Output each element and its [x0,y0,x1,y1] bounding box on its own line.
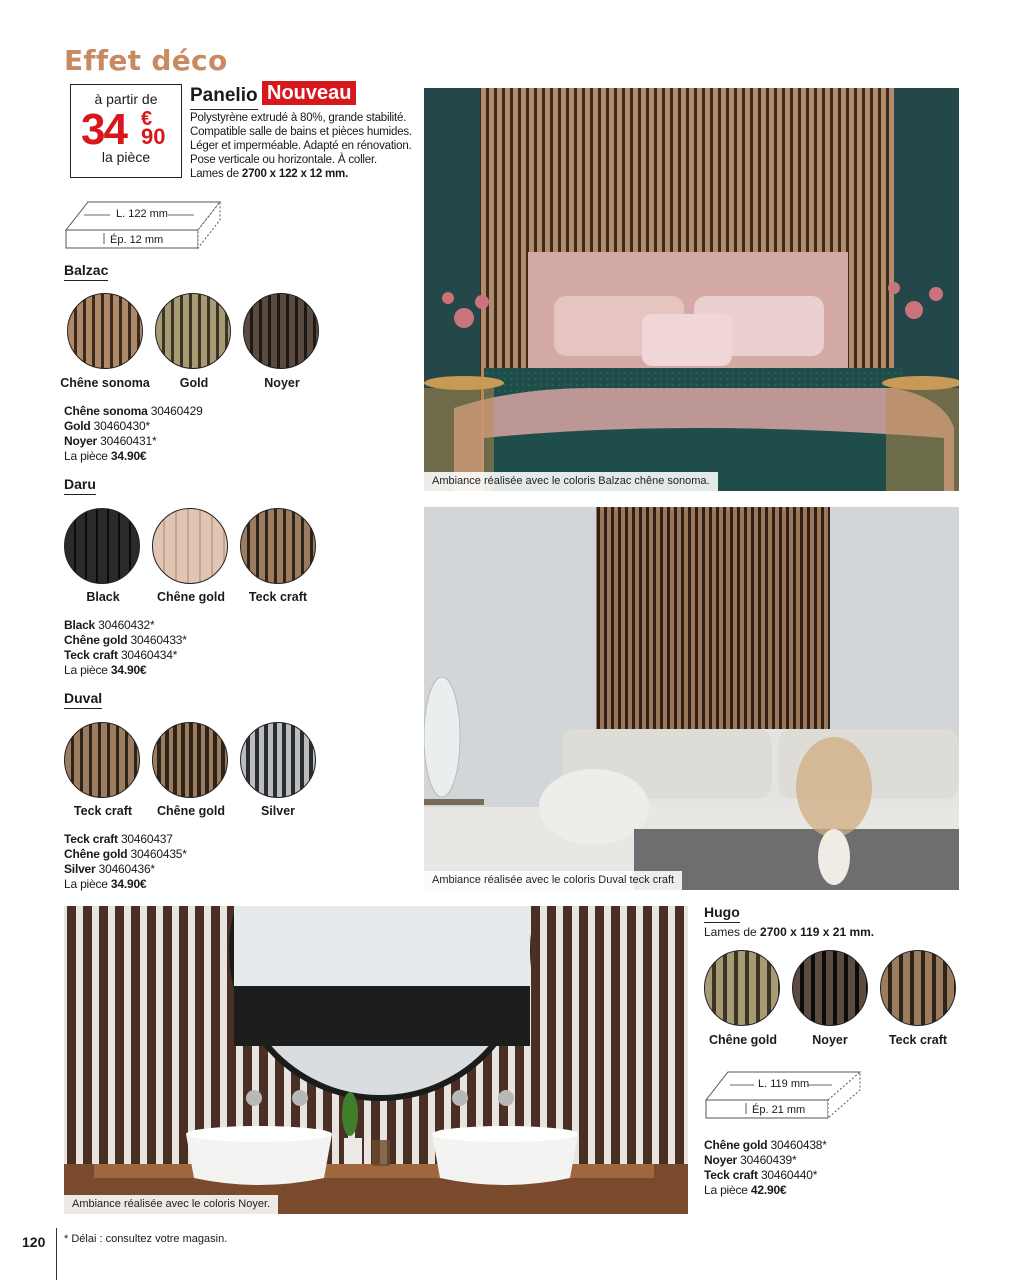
bedroom-illustration [424,88,959,491]
thickness-label: Ép. 12 mm [110,234,164,246]
hugo-dimension-diagram [704,1068,862,1118]
footnote: * Délai : consultez votre magasin. [64,1233,228,1245]
bathroom-ambiance-photo [64,906,688,1214]
swatch-label: Black [86,590,120,604]
page-rule [56,1228,57,1280]
price-box [70,84,182,178]
swatch-label: Chêne sonoma [60,376,150,390]
length-label: L. 122 mm [116,208,168,220]
swatch-silver[interactable] [240,722,316,798]
hugo-title: Hugo [704,904,740,923]
swatch-label: Silver [260,804,296,818]
duval-references: Teck craft 30460437 Chêne gold 30460435* Silver 30460436* La pièce 34.90€ [64,832,187,891]
living-ambiance-photo [424,507,959,890]
duval-title: Duval [64,690,102,709]
price-currency: € [141,108,153,130]
length-label: L. 119 mm [758,1078,810,1090]
swatch-black[interactable] [64,508,140,584]
bedroom-ambiance-photo [424,88,959,491]
swatch-label: Teck craft [888,1033,948,1047]
price-integer: 34 [81,105,126,154]
swatch-label: Teck craft [248,590,308,604]
desc-line: Léger et imperméable. Adapté en rénovation. [190,140,412,152]
living-illustration [424,507,959,890]
swatch-label: Chêne gold [708,1033,778,1047]
swatch-chene-gold[interactable] [152,508,228,584]
swatch-label: Chêne gold [156,804,226,818]
daru-title: Daru [64,476,96,495]
swatch-chene-sonoma[interactable] [67,293,143,369]
swatch-chene-gold[interactable] [152,722,228,798]
swatch-teck-craft[interactable] [240,508,316,584]
desc-line: Compatible salle de bains et pièces humides. [190,126,412,138]
swatch-label: Chêne gold [156,590,226,604]
living-caption: Ambiance réalisée avec le coloris Duval teck craft [424,871,682,890]
price-unit: la pièce [101,149,151,165]
swatch-label: Noyer [812,1033,848,1047]
section-title: Effet déco [64,44,228,77]
bathroom-caption: Ambiance réalisée avec le coloris Noyer. [64,1195,278,1214]
daru-references: Black 30460432* Chêne gold 30460433* Teck craft 30460434* La pièce 34.90€ [64,618,187,677]
product-description [190,111,430,181]
swatch-noyer[interactable] [243,293,319,369]
price-decimals: 90 [141,124,166,149]
desc-line: Polystyrène extrudé à 80%, grande stabilité. [190,112,407,124]
hugo-references: Chêne gold 30460438* Noyer 30460439* Teck craft 30460440* La pièce 42.90€ [704,1138,827,1197]
desc-line: Pose verticale ou horizontale. À coller. [190,154,377,166]
product-name: Panelio [190,85,258,110]
swatch-label: Noyer [264,376,300,390]
swatch-teck-craft[interactable] [64,722,140,798]
bedroom-caption: Ambiance réalisée avec le coloris Balzac chêne sonoma. [424,472,718,491]
swatch-noyer[interactable] [792,950,868,1026]
bathroom-illustration [64,906,688,1214]
hugo-size: Lames de 2700 x 119 x 21 mm. [704,925,875,939]
swatch-label: Teck craft [73,804,133,818]
dimension-diagram [64,198,222,248]
swatch-gold[interactable] [155,293,231,369]
price-from-label: à partir de [94,91,158,107]
swatch-teck-craft[interactable] [880,950,956,1026]
price-amount [71,105,181,154]
swatch-label: Gold [179,376,209,390]
page-number: 120 [22,1234,46,1250]
thickness-label: Ép. 21 mm [752,1104,806,1116]
new-badge: Nouveau [262,81,356,105]
balzac-references: Chêne sonoma 30460429 Gold 30460430* Noyer 30460431* La pièce 34.90€ [64,404,203,463]
desc-size-line: Lames de 2700 x 122 x 12 mm. [190,168,349,180]
balzac-title: Balzac [64,262,108,281]
swatch-chene-gold[interactable] [704,950,780,1026]
